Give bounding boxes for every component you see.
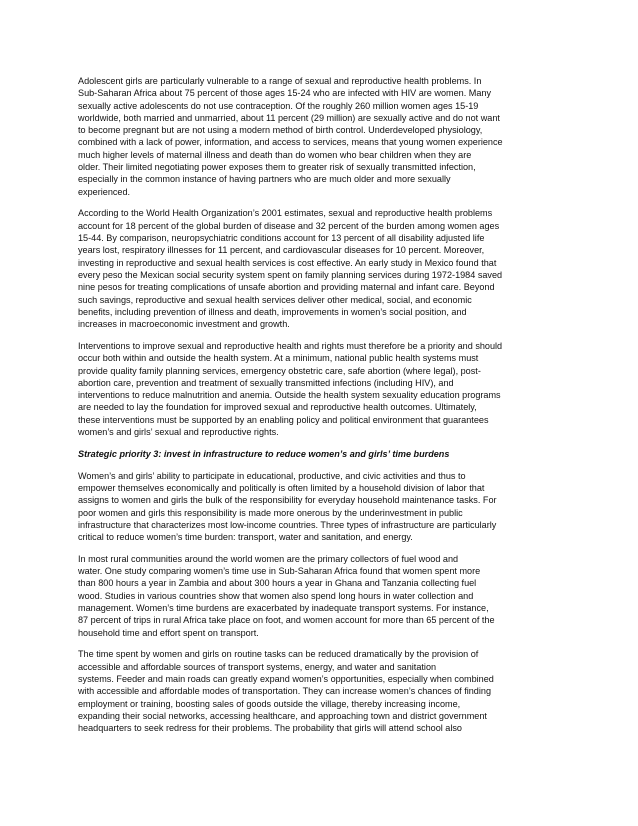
paragraph-line: poor women and girls this responsibility is made more onerous by the underinvestment in public <box>78 507 463 518</box>
paragraph-line: 15-44. By comparison, neuropsychiatric conditions account for 13 percent of all disability adjusted life <box>78 233 485 244</box>
paragraph-line: increases in macroeconomic investment and growth. <box>78 319 290 330</box>
paragraph-line: 87 percent of trips in rural Africa take place on foot, and women account for more than 65 percent of the <box>78 615 495 626</box>
paragraph-line: such savings, reproductive and sexual health services deliver other medical, social, and economic <box>78 294 472 305</box>
paragraph-line: experienced. <box>78 186 131 197</box>
heading-text: Strategic priority 3: invest in infrastructure to reduce women’s and girls’ time burdens <box>78 448 450 459</box>
paragraph-line: are needed to lay the foundation for improved sexual and reproductive health outcomes. Ultimately, <box>78 402 477 413</box>
section-heading <box>78 448 564 460</box>
paragraph-line: than 800 hours a year in Zambia and about 300 hours a year in Ghana and Tanzania collecting fuel <box>78 578 477 589</box>
paragraph-line: to become pregnant but are not using a modern method of birth control. Underdeveloped physiology, <box>78 125 483 136</box>
paragraph-line: occur both within and outside the health system. At a minimum, national public health systems must <box>78 353 479 364</box>
paragraph <box>78 75 564 198</box>
paragraph-line: sexually active adolescents do not use contraception. Of the roughly 260 million women ages 15-19 <box>78 100 479 111</box>
paragraph-line: women’s and girls’ sexual and reproductive rights. <box>78 427 279 438</box>
paragraph-line: Adolescent girls are particularly vulnerable to a range of sexual and reproductive health problems. In <box>78 76 482 86</box>
paragraph-line: Women’s and girls’ ability to participate in educational, productive, and civic activities and thus to <box>78 470 466 481</box>
paragraph-line: infrastructure that characterizes most low-income countries. Three types of infrastructure are particularly <box>78 519 497 530</box>
paragraph-line: Sub-Saharan Africa about 75 percent of those ages 15-24 who are infected with HIV are women. Many <box>78 88 491 99</box>
paragraph <box>78 207 564 330</box>
paragraph-line: critical to reduce women’s time burden: transport, water and sanitation, and energy. <box>78 532 413 543</box>
paragraph-line: headquarters to seek redress for their problems. The probability that girls will attend school also <box>78 723 462 734</box>
paragraph-line: every peso the Mexican social security system spent on family planning services during 1972-1984 saved <box>78 269 503 280</box>
paragraph-line: expanding their social networks, accessing healthcare, and approaching town and district government <box>78 710 487 721</box>
document-body <box>78 75 564 744</box>
paragraph-line: abortion care, prevention and treatment of sexually transmitted infections (including HIV), and <box>78 377 454 388</box>
paragraph-line: worldwide, both married and unmarried, about 11 percent (29 million) are sexually active and do not want <box>78 112 500 123</box>
paragraph-line: water. One study comparing women’s time use in Sub-Saharan Africa found that women spent more <box>78 566 481 577</box>
paragraph-line: nine pesos for treating complications of unsafe abortion and providing maternal and infant care. Beyond <box>78 282 495 293</box>
paragraph <box>78 340 564 438</box>
paragraph-line: wood. Studies in various countries show that women also spend long hours in water collection and <box>78 590 474 601</box>
paragraph-line: household time and effort spent on transport. <box>78 627 259 638</box>
paragraph-line: systems. Feeder and main roads can greatly expand women’s opportunities, especially when combined <box>78 674 494 685</box>
paragraph-line: benefits, including prevention of illness and death, improvements in women’s social position, and <box>78 306 467 317</box>
paragraph-line: provide quality family planning services, emergency obstetric care, safe abortion (where legal), post- <box>78 365 481 376</box>
paragraph <box>78 470 564 544</box>
paragraph-line: combined with a lack of power, information, and access to services, means that young women experience <box>78 137 503 148</box>
paragraph-line: According to the World Health Organization’s 2001 estimates, sexual and reproductive health problems <box>78 208 493 219</box>
paragraph-line: account for 18 percent of the global burden of disease and 32 percent of the burden among women ages <box>78 220 500 231</box>
paragraph-line: these interventions must be supported by an enabling policy and political environment that guarantees <box>78 414 489 425</box>
paragraph-line: In most rural communities around the world women are the primary collectors of fuel wood and <box>78 553 459 564</box>
paragraph-line: investing in reproductive and sexual health services is cost effective. An early study in Mexico found that <box>78 257 497 268</box>
paragraph <box>78 553 564 639</box>
paragraph-line: The time spent by women and girls on routine tasks can be reduced dramatically by the provision of <box>78 649 479 660</box>
paragraph-line: with accessible and affordable modes of transportation. They can increase women’s chances of finding <box>78 686 491 697</box>
paragraph-line: accessible and affordable sources of transport systems, energy, and water and sanitation <box>78 661 437 672</box>
paragraph-line: years lost, respiratory illnesses for 11 percent, and cardiovascular diseases for 10 percent. Moreover, <box>78 245 485 256</box>
paragraph-line: assigns to women and girls the bulk of the responsibility for everyday household maintenance tasks. For <box>78 495 497 506</box>
paragraph-line: employment or training, boosting sales of goods outside the village, thereby increasing income, <box>78 698 461 709</box>
paragraph <box>78 648 564 734</box>
paragraph-line: Interventions to improve sexual and reproductive health and rights must therefore be a priority and should <box>78 340 503 351</box>
paragraph-line: much higher levels of maternal illness and death than do women who bear children when they are <box>78 149 472 160</box>
paragraph-line: especially in the common instance of having partners who are much older and more sexually <box>78 174 451 185</box>
paragraph-line: older. Their limited negotiating power exposes them to greater risk of sexually transmitted infection, <box>78 162 476 173</box>
paragraph-line: empower themselves economically and politically is often limited by a household division of labor that <box>78 482 485 493</box>
paragraph-line: interventions to reduce malnutrition and anemia. Outside the health system sexuality education programs <box>78 390 501 401</box>
paragraph-line: management. Women’s time burdens are exacerbated by inadequate transport systems. For instance, <box>78 603 489 614</box>
